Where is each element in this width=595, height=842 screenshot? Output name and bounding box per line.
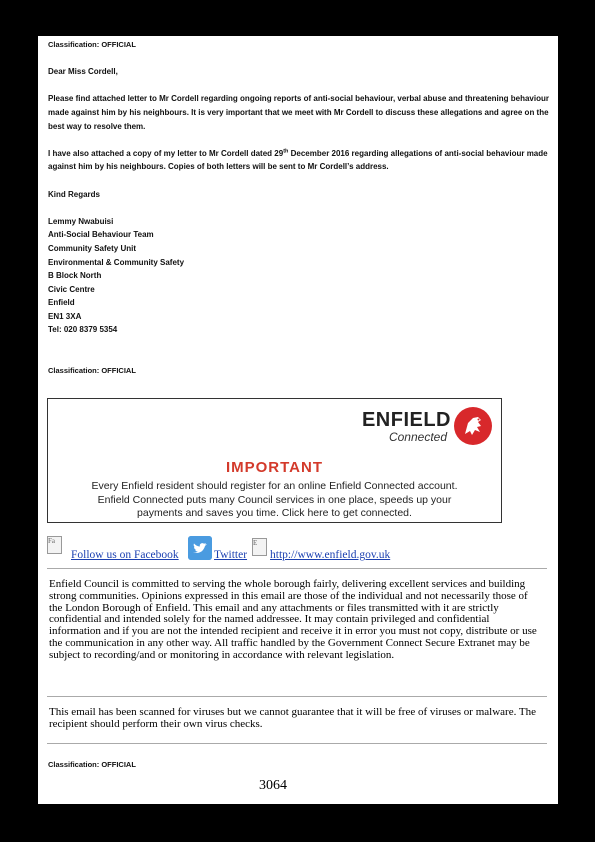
facebook-broken-image-icon[interactable]: Fa (47, 536, 62, 554)
divider-top (47, 568, 547, 569)
disclaimer-text: Enfield Council is committed to serving the whole borough fairly, delivering excellent services and building strong communities. Opinions expressed in this email are those of the individual and not necessarily those of the London Borough of Enfield. This email and any attachments or files transmitted with it are strictly confidential and intended solely for the named addressee. It may contain privileged and confidential information and if you are not the intended recipient and receive it in error you must not copy, distribute or use the communication in any other way. All traffic handled by the Government Connect Secure Extranet may be subject to recording/and or monitoring in accordance with relevant legislation. (49, 578, 537, 661)
signature-name: Lemmy Nwabuisi (48, 216, 114, 226)
sign-off: Kind Regards (48, 189, 101, 199)
signature-unit: Community Safety Unit (48, 243, 137, 253)
website-broken-image-icon[interactable]: E (252, 538, 267, 556)
twitter-icon[interactable] (188, 536, 212, 560)
banner-line-1: Every Enfield resident should register for an online Enfield Connected account. (91, 480, 458, 492)
signature-dept: Environmental & Community Safety (48, 257, 185, 267)
banner-line-2: Enfield Connected puts many Council services in one place, speeds up your (97, 494, 452, 506)
banner-heading: IMPORTANT (225, 459, 324, 476)
virus-notice: This email has been scanned for viruses but we cannot guarantee that it will be free of viruses or malware. The recipient should perform their own virus checks. (49, 706, 536, 730)
classification-bottom: Classification: OFFICIAL (48, 760, 136, 769)
twitter-link[interactable]: Twitter (214, 549, 248, 561)
signature-building: Civic Centre (48, 284, 95, 294)
document-page (38, 36, 558, 804)
signature-team: Anti-Social Behaviour Team (48, 230, 154, 240)
signature-postcode: EN1 3XA (48, 311, 82, 321)
social-links (47, 536, 547, 562)
paragraph-2-rest: December 2016 regarding allegations of anti-social behaviour made against him by his neighbours. Copies of both letters will be sent to Mr Cordell’s address. (48, 148, 548, 172)
signature-tel: Tel: 020 8379 5354 (48, 325, 118, 335)
logo-wordmark: ENFIELD (361, 409, 451, 431)
divider-middle (47, 696, 547, 697)
classification-top: Classification: OFFICIAL (48, 40, 136, 49)
divider-bottom (47, 743, 547, 744)
signature-town: Enfield (48, 298, 75, 308)
banner-line-3: payments and saves you time. Click here to get connected. (137, 507, 412, 519)
salutation: Dear Miss Cordell, (48, 67, 118, 77)
dragon-logo-icon (454, 407, 492, 445)
paragraph-1: Please find attached letter to Mr Cordell regarding ongoing reports of anti-social behaviour, verbal abuse and threatening behaviour made against him by his neighbours. It is very important that we meet with Mr Cordell to discuss these allegations and agree on the best way to resolve them. (48, 94, 549, 131)
facebook-link[interactable]: Follow us on Facebook (71, 549, 179, 561)
signature-block: B Block North (48, 271, 102, 281)
paragraph-2 (48, 147, 553, 174)
email-body (48, 38, 553, 378)
enfield-connected-banner[interactable] (47, 398, 502, 523)
date-suffix: th (283, 148, 289, 155)
page-number: 3064 (259, 778, 287, 793)
classification-mid: Classification: OFFICIAL (48, 366, 136, 376)
website-link[interactable]: http://www.enfield.gov.uk (270, 549, 391, 561)
paragraph-2-text: I have also attached a copy of my letter to Mr Cordell dated 29 (48, 148, 284, 158)
logo-subtitle: Connected (388, 430, 447, 444)
